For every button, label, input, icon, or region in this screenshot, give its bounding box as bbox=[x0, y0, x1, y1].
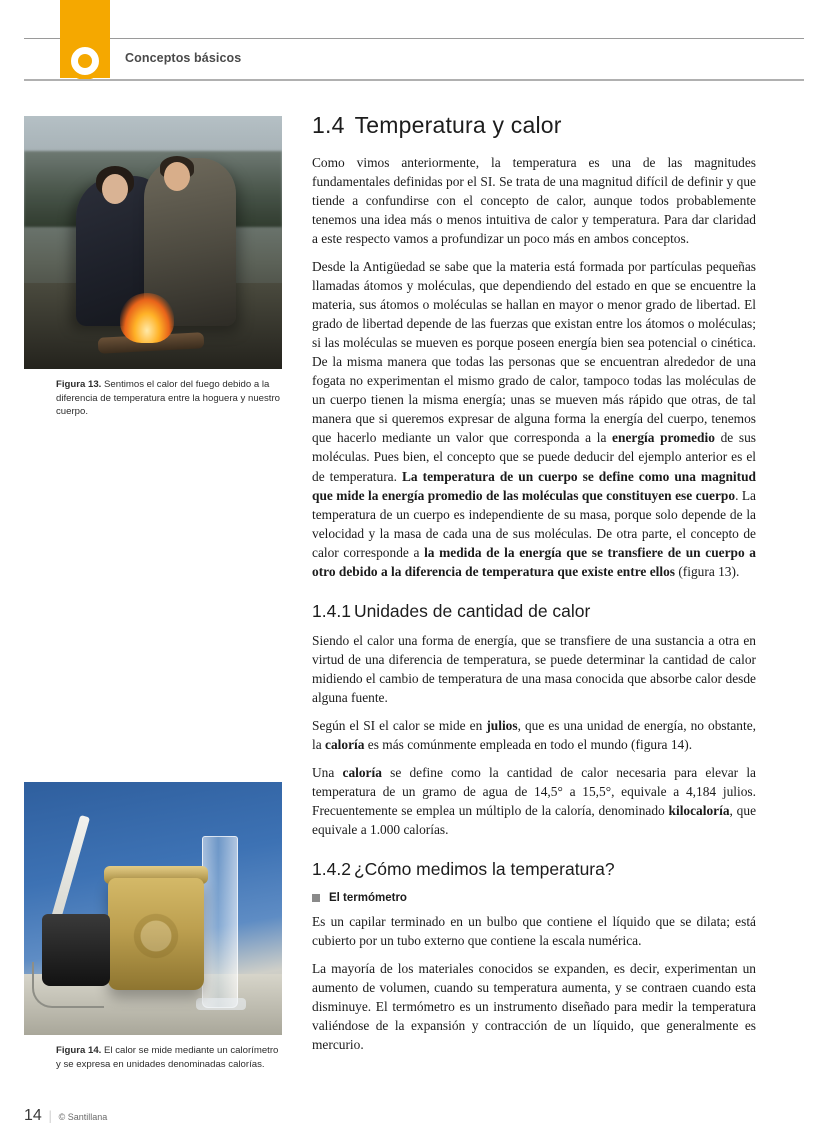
matter-bold3: la medida de la energía que se transfiere de un cuerpo a otro debido a la diferencia de temperatura que existe entre ellos bbox=[312, 544, 757, 579]
matter-bold1: energía promedio bbox=[612, 430, 715, 446]
subsection-1-number: 1.4.1 bbox=[312, 600, 351, 621]
intro-paragraph: Como vimos anteriormente, la temperatura es una de las magnitudes fundamentales definidas por el SI. Se trata de una magnitud difícil de definir y que tiende a confundirse con el concepto de calor, aunque todos probablemente tenemos una idea más o menos intuitiva de calor y temperatura. Para dar claridad a este respecto vamos a profundizar un poco más en ambos conceptos. bbox=[312, 155, 756, 247]
running-head: Conceptos básicos bbox=[125, 51, 242, 65]
s1p3-bold1: caloría bbox=[342, 764, 382, 780]
s1p2-bold1: julios bbox=[486, 717, 518, 733]
square-bullet-icon bbox=[312, 894, 320, 902]
subsection-1-title bbox=[312, 601, 756, 622]
header-rule-bottom bbox=[24, 79, 804, 81]
subsection-2-title bbox=[312, 859, 756, 880]
section-title bbox=[312, 112, 756, 139]
figure-13-caption-text: Sentimos el calor del fuego debido a la diferencia de temperatura entre la hoguera y nuestro cuerpo. bbox=[56, 379, 280, 418]
subsection-2-paragraph-1: Es un capilar terminado en un bulbo que contiene el líquido que se dilata; está cubierto por un tubo externo que contiene la escala numérica. bbox=[312, 914, 756, 949]
matter-paragraph bbox=[312, 257, 756, 581]
figure-13-caption-label: Figura 13. bbox=[56, 379, 102, 390]
figure-14-graduated-cylinder bbox=[202, 836, 238, 1008]
figure-14-wire bbox=[32, 962, 104, 1008]
s1p3-bold2: kilocaloría bbox=[668, 802, 730, 818]
matter-bold2: La temperatura de un cuerpo se define como una magnitud que mide la energía promedio de las moléculas que constituyen ese cuerpo bbox=[312, 468, 757, 503]
subsection-1-title-text: Unidades de cantidad de calor bbox=[353, 600, 591, 621]
thermometer-heading bbox=[312, 892, 756, 904]
section-title-text: Temperatura y calor bbox=[354, 112, 562, 138]
thermometer-heading-text: El termómetro bbox=[329, 892, 407, 904]
subsection-2-number: 1.4.2 bbox=[312, 859, 351, 879]
footer-separator: | bbox=[48, 1109, 52, 1124]
subsection-1-paragraph-3 bbox=[312, 763, 756, 839]
figure-13-fire bbox=[120, 293, 174, 343]
main-text-column bbox=[312, 112, 756, 1063]
figure-13-head-left bbox=[102, 174, 128, 204]
figure-13-caption bbox=[24, 378, 282, 419]
figure-14-caption-label: Figura 14. bbox=[56, 1045, 102, 1056]
subsection-2-paragraph-2: La mayoría de los materiales conocidos se expanden, es decir, experimentan un aumento de volumen, cuando su temperatura aumenta, y se contraen cuando esta disminuye. El termómetro es un instrumento diseñado para medir la temperatura valiéndose de la expansión y contracción de un líquido, que generalmente es mercurio. bbox=[312, 961, 756, 1053]
figure-13-head-right bbox=[164, 162, 190, 191]
figure-14 bbox=[24, 782, 282, 1071]
subsection-2-title-text: ¿Cómo medimos la temperatura? bbox=[353, 859, 615, 879]
matter-part4: (figura 13). bbox=[674, 563, 740, 579]
s1p3-part3: , que equivale a 1.000 calorías. bbox=[312, 802, 757, 837]
s1p2-part2: , que es una unidad de energía, no obstante, la bbox=[312, 717, 756, 752]
s1p3-part2: se define como la cantidad de calor necesaria para elevar la temperatura de un gramo de agua de 14,5° a 15,5°, equivale a 4,184 julios. Frecuentemente se emplea un múltiplo de la caloría, denominado bbox=[312, 764, 756, 818]
s1p2-part3: es más comúnmente empleada en todo el mundo (figura 14). bbox=[364, 736, 693, 752]
figure-14-caption bbox=[24, 1044, 282, 1071]
figure-14-calorimeter-pattern bbox=[128, 908, 184, 964]
s1p2-part1: Según el SI el calor se mide en bbox=[312, 717, 487, 733]
header-rule-top bbox=[24, 38, 804, 39]
figure-13 bbox=[24, 116, 282, 419]
page-footer bbox=[24, 1107, 107, 1125]
matter-part3: . La temperatura de un cuerpo es independiente de su masa, porque solo depende de la velocidad y la masa de cada una de sus moléculas. De otra parte, el concepto de calor corresponde a bbox=[312, 487, 756, 560]
figure-14-caption-text: El calor se mide mediante un calorímetro y se expresa en unidades denominadas calorías. bbox=[56, 1045, 279, 1070]
figure-14-image bbox=[24, 782, 282, 1035]
page-number: 14 bbox=[24, 1107, 42, 1124]
matter-part2: de sus moléculas. Pues bien, el concepto que se puede deducir del ejemplo anterior es el de temperatura. bbox=[312, 430, 756, 484]
matter-part1: Desde la Antigüedad se sabe que la materia está formada por partículas pequeñas llamadas átomos y moléculas, que dependiendo del estado en que se encuentre la materia, sus átomos o moléculas se hallan en mayor o menor grado de libertad. El grado de libertad depende de las fuerzas que existan entre los átomos o moléculas; si las moléculas se mueven es porque poseen energía bien sea potencial o cinética. De la misma manera que todas las personas que se encuentran alrededor de una fogata no experimentan el mismo grado de calor, tampoco todas las moléculas de un cuerpo tienen la misma energía; unas se mueven más rápido que otras, de tal manera que si queremos expresar de alguna forma la energía del cuerpo, tenemos que hacerlo mediante un valor que corresponda a la bbox=[312, 259, 756, 446]
footer-credit: © Santillana bbox=[58, 1112, 108, 1122]
subsection-1-paragraph-1: Siendo el calor una forma de energía, que se transfiere de una sustancia a otra en virtud de una diferencia de temperatura, se puede determinar la cantidad de calor midiendo el cambio de temperatura de una masa conocida que absorbe calor desde alguna fuente. bbox=[312, 632, 756, 705]
figure-13-image bbox=[24, 116, 282, 369]
section-number: 1.4 bbox=[312, 112, 345, 138]
figure-14-cylinder-base bbox=[196, 998, 246, 1010]
page-header bbox=[0, 0, 828, 86]
s1p3-part1: Una bbox=[312, 764, 343, 780]
subsection-1-paragraph-2 bbox=[312, 716, 756, 754]
s1p2-bold2: caloría bbox=[325, 736, 365, 752]
circle-logo-icon bbox=[66, 42, 104, 80]
